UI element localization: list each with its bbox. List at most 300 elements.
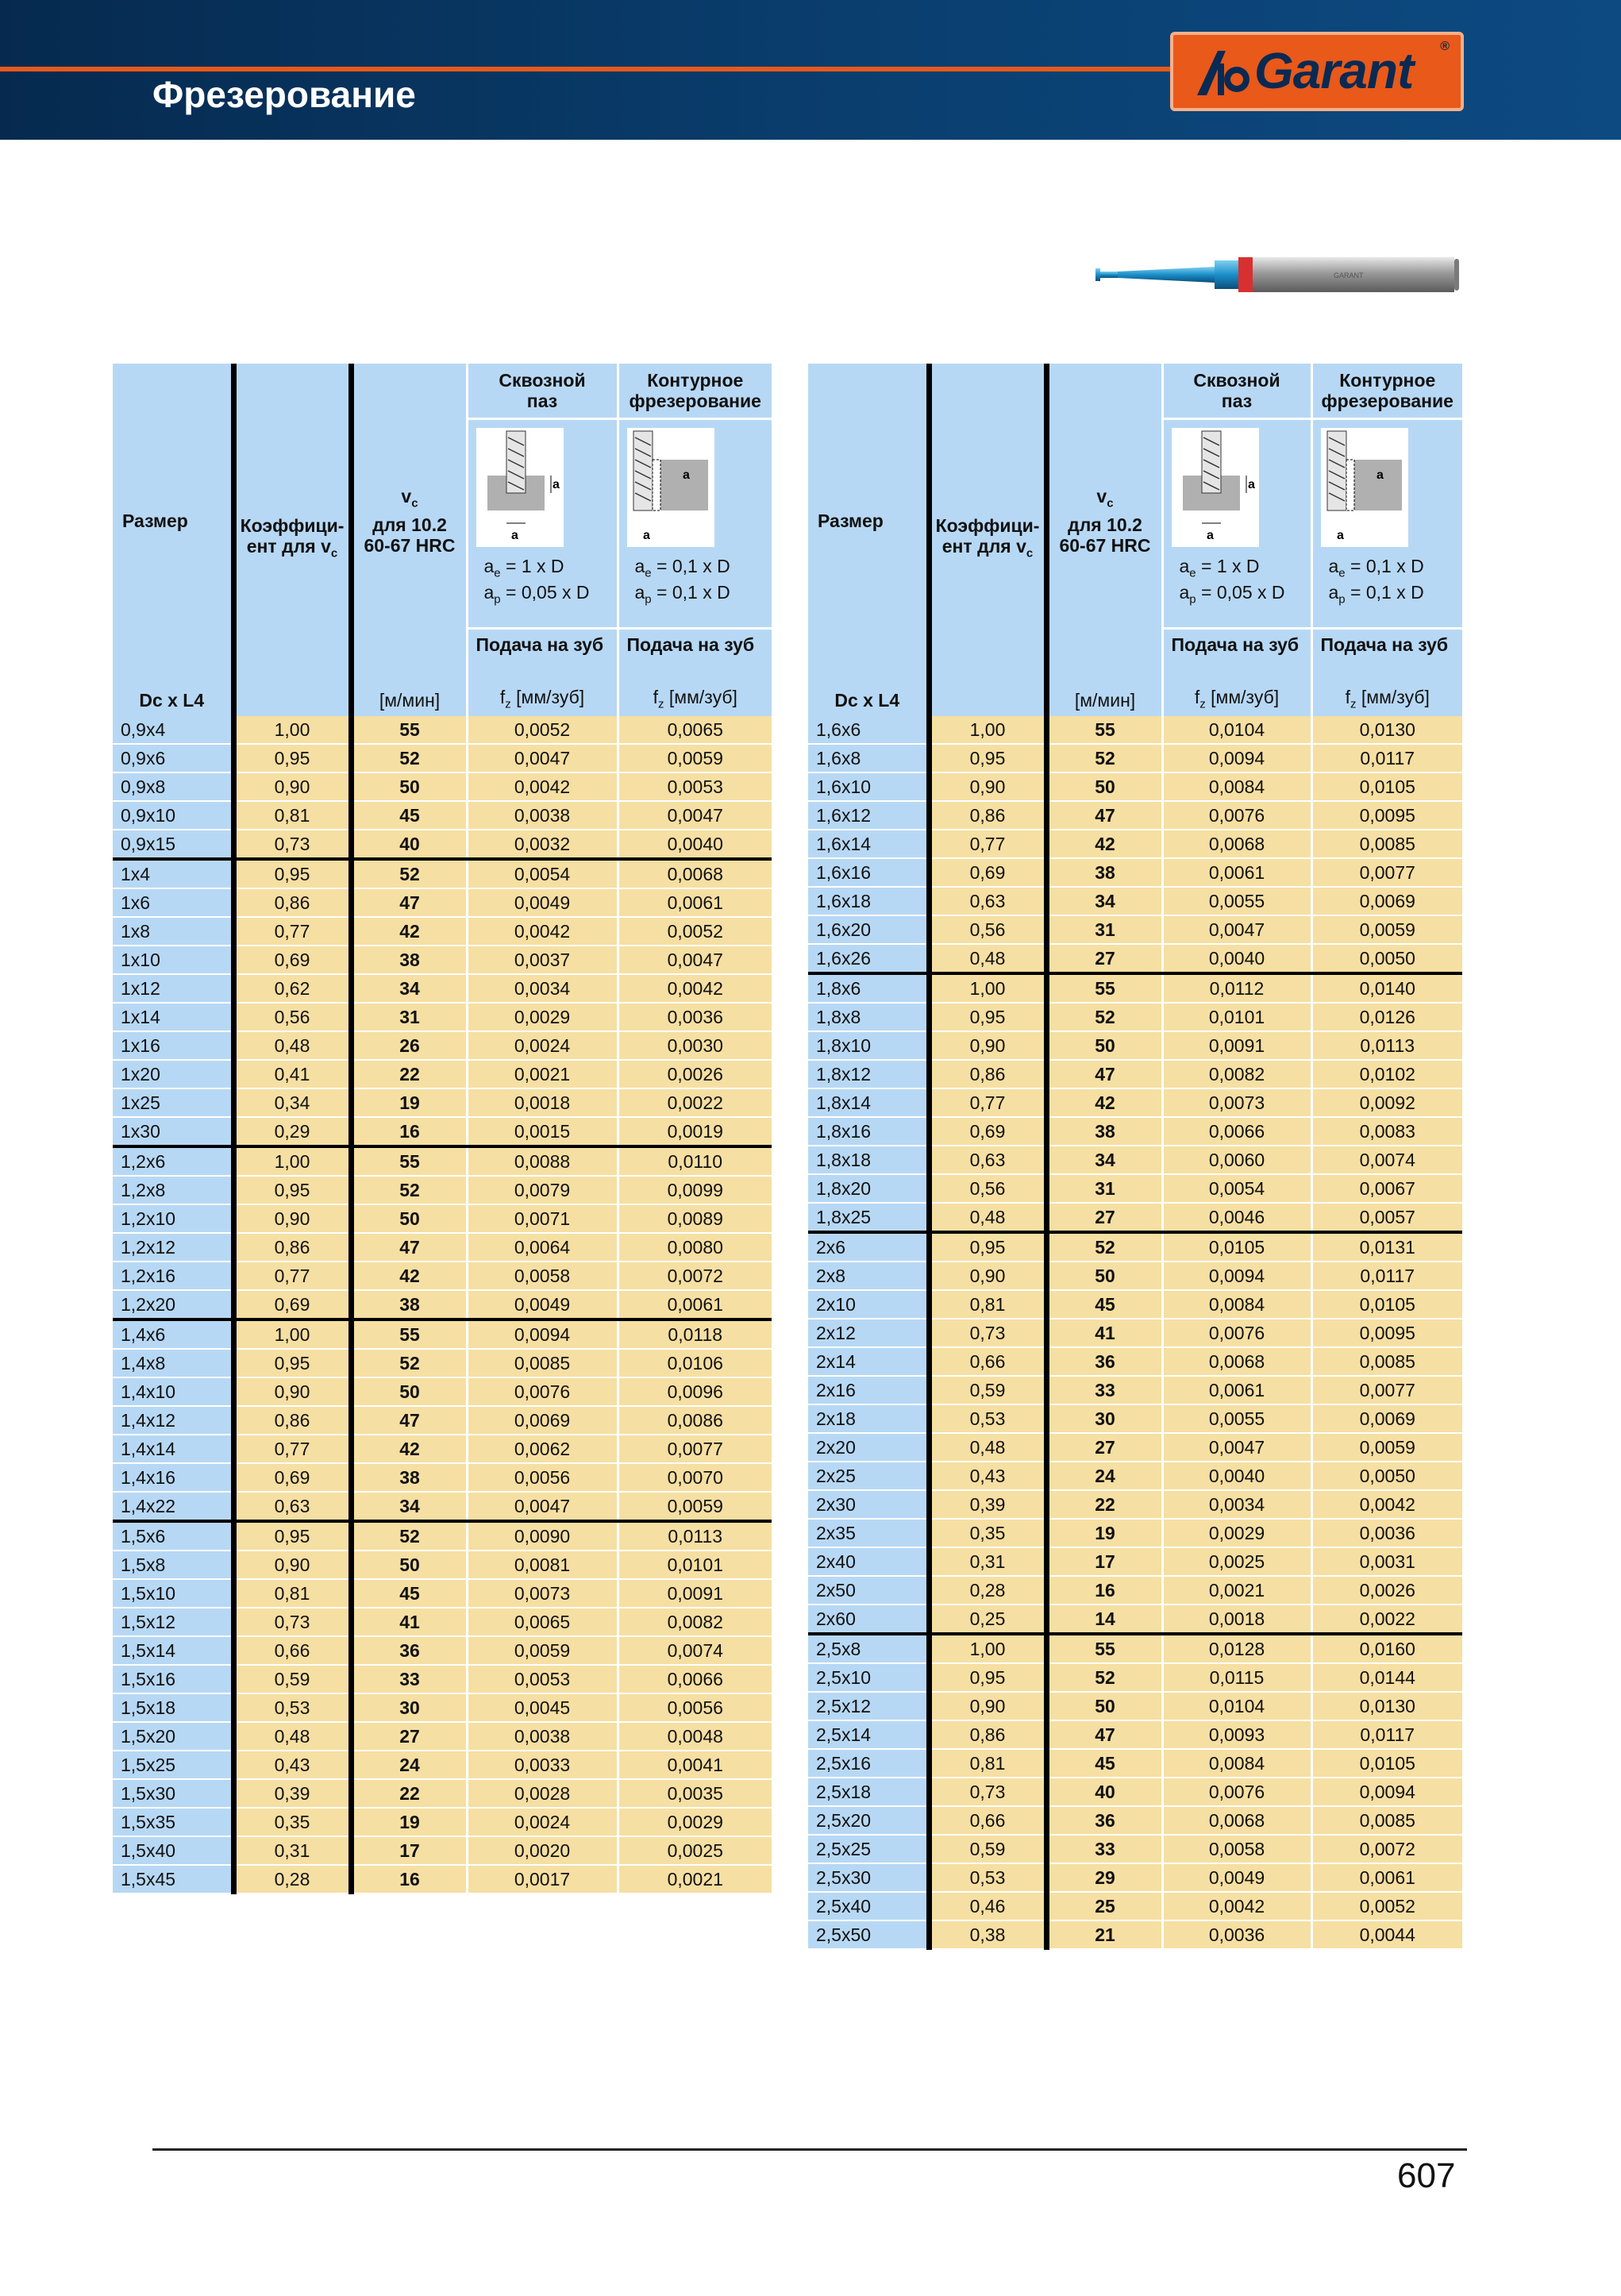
size-cell: 1,6x20 xyxy=(808,915,929,944)
size-cell: 2x16 xyxy=(808,1376,929,1404)
size-cell: 1,2x16 xyxy=(113,1262,233,1290)
slot-fz-cell: 0,0094 xyxy=(467,1319,618,1349)
vc-cell: 52 xyxy=(351,744,467,772)
slot-fz-cell: 0,0082 xyxy=(1162,1060,1311,1088)
logo-text: Garant xyxy=(1254,42,1414,99)
table-row xyxy=(113,1608,772,1636)
contour-fz-cell: 0,0130 xyxy=(1311,716,1462,744)
slot-fz-cell: 0,0090 xyxy=(467,1521,618,1551)
slot-fz-cell: 0,0058 xyxy=(467,1262,618,1290)
koef-cell: 0,69 xyxy=(233,946,351,974)
koef-cell: 1,00 xyxy=(233,1146,351,1176)
size-cell: 1,8x16 xyxy=(808,1117,929,1146)
table-row xyxy=(113,1665,772,1693)
slot-fz-cell: 0,0105 xyxy=(1162,1232,1311,1262)
contour-fz-cell: 0,0069 xyxy=(1311,1404,1462,1433)
contour-fz-cell: 0,0066 xyxy=(618,1665,772,1693)
contour-fz-cell: 0,0095 xyxy=(1311,1319,1462,1347)
vc-cell: 26 xyxy=(351,1031,467,1060)
koef-cell: 0,28 xyxy=(233,1865,351,1893)
table-row xyxy=(808,1806,1462,1835)
table-row xyxy=(808,1778,1462,1806)
table-row xyxy=(808,1634,1462,1663)
table-row xyxy=(113,1117,772,1146)
koef-cell: 0,41 xyxy=(233,1060,351,1088)
slot-title-line1: Сквозной xyxy=(499,369,586,391)
slot-fz-cell: 0,0059 xyxy=(467,1636,618,1665)
table-row xyxy=(808,1347,1462,1376)
table-row xyxy=(808,1088,1462,1117)
size-cell: 1,8x10 xyxy=(808,1031,929,1060)
table-row xyxy=(808,1663,1462,1692)
table-row xyxy=(113,859,772,888)
ap-label: a xyxy=(1179,582,1190,603)
contour-fz-cell: 0,0085 xyxy=(1311,830,1462,858)
fz-sub: z xyxy=(505,698,511,711)
table-row xyxy=(808,772,1462,801)
koef-cell: 0,81 xyxy=(929,1290,1046,1319)
vc-cell: 36 xyxy=(1046,1806,1162,1835)
vc-label-sub: c xyxy=(411,496,418,510)
slot-milling-diagram-icon xyxy=(1172,428,1259,547)
koef-cell: 0,35 xyxy=(233,1808,351,1836)
size-cell: 2x30 xyxy=(808,1490,929,1519)
koef-cell: 1,00 xyxy=(233,1319,351,1349)
slot-fz-cell: 0,0042 xyxy=(467,917,618,946)
vc-cell: 52 xyxy=(1046,1232,1162,1262)
size-cell: 0,9x8 xyxy=(113,772,233,801)
vc-cell: 22 xyxy=(351,1060,467,1088)
koef-cell: 0,39 xyxy=(929,1490,1046,1519)
table-row xyxy=(113,917,772,946)
contour-fz-cell: 0,0070 xyxy=(618,1463,772,1492)
table-row xyxy=(808,1605,1462,1634)
vc-cell: 19 xyxy=(351,1088,467,1117)
size-cell: 1,2x20 xyxy=(113,1290,233,1319)
contour-fz-cell: 0,0022 xyxy=(618,1088,772,1117)
slot-title-line2: паз xyxy=(1221,390,1253,411)
slot-fz-cell: 0,0036 xyxy=(1162,1920,1311,1949)
koef-label-line2: ент для v xyxy=(246,536,331,557)
contour-fz-cell: 0,0030 xyxy=(618,1031,772,1060)
ae-sub: e xyxy=(645,566,652,580)
table-row xyxy=(808,1920,1462,1949)
size-cell: 1x12 xyxy=(113,974,233,1003)
slot-feed-label: Подача на зуб xyxy=(467,628,618,678)
slot-fz-cell: 0,0091 xyxy=(1162,1031,1311,1060)
table-row xyxy=(113,1233,772,1262)
ap-sub: p xyxy=(1338,592,1346,607)
size-cell: 1,4x8 xyxy=(113,1349,233,1377)
contour-fz-cell: 0,0110 xyxy=(618,1146,772,1176)
fz-unit: [мм/зуб] xyxy=(1205,687,1280,708)
slot-fz-cell: 0,0112 xyxy=(1162,973,1311,1003)
contour-fz-cell: 0,0118 xyxy=(618,1319,772,1349)
koef-cell: 0,34 xyxy=(233,1088,351,1117)
size-cell: 2,5x8 xyxy=(808,1634,929,1663)
koef-cell: 0,77 xyxy=(233,1262,351,1290)
contour-fz-cell: 0,0040 xyxy=(618,830,772,859)
koef-cell: 0,95 xyxy=(929,1003,1046,1031)
size-cell: 1,4x16 xyxy=(113,1463,233,1492)
slot-fz-cell: 0,0055 xyxy=(1162,887,1311,915)
svg-text:a: a xyxy=(1206,528,1214,542)
slot-fz-cell: 0,0055 xyxy=(1162,1404,1311,1433)
koef-label-line1: Коэффици- xyxy=(240,515,345,537)
contour-fz-cell: 0,0041 xyxy=(618,1751,772,1779)
vc-cell: 38 xyxy=(351,946,467,974)
size-cell: 1,8x14 xyxy=(808,1088,929,1117)
table-row xyxy=(113,1636,772,1665)
koef-cell: 0,59 xyxy=(929,1376,1046,1404)
koef-cell: 0,48 xyxy=(233,1722,351,1751)
table-row xyxy=(808,716,1462,744)
slot-fz-cell: 0,0047 xyxy=(467,744,618,772)
size-cell: 1x8 xyxy=(113,917,233,946)
table-row xyxy=(808,1232,1462,1262)
ae-label: a xyxy=(1179,555,1190,576)
slot-fz-cell: 0,0128 xyxy=(1162,1634,1311,1663)
contour-fz-cell: 0,0036 xyxy=(1311,1519,1462,1547)
slot-fz-cell: 0,0038 xyxy=(467,1722,618,1751)
vc-cell: 50 xyxy=(1046,1692,1162,1720)
table-row xyxy=(808,1376,1462,1404)
slot-fz-cell: 0,0032 xyxy=(467,830,618,859)
contour-fz-cell: 0,0061 xyxy=(618,888,772,917)
ap-label: a xyxy=(483,582,495,603)
koef-cell: 0,86 xyxy=(929,1720,1046,1749)
ae-label: a xyxy=(483,555,495,576)
size-cell: 1,6x12 xyxy=(808,801,929,830)
koef-cell: 0,29 xyxy=(233,1117,351,1146)
slot-fz-cell: 0,0064 xyxy=(467,1233,618,1262)
contour-fz-cell: 0,0056 xyxy=(618,1693,772,1722)
garant-logo-icon xyxy=(1194,48,1251,98)
slot-fz-cell: 0,0034 xyxy=(467,974,618,1003)
vc-label-line3: 60-67 HRC xyxy=(364,534,456,556)
size-cell: 0,9x10 xyxy=(113,801,233,830)
contour-fz-cell: 0,0050 xyxy=(1311,1462,1462,1490)
contour-fz-cell: 0,0025 xyxy=(618,1836,772,1865)
contour-fz-cell: 0,0140 xyxy=(1311,973,1462,1003)
table-row xyxy=(113,830,772,859)
vc-cell: 52 xyxy=(1046,1663,1162,1692)
contour-fz-cell: 0,0077 xyxy=(1311,858,1462,887)
table-row xyxy=(113,1551,772,1579)
slot-fz-cell: 0,0017 xyxy=(467,1865,618,1893)
fz-sub: z xyxy=(1199,698,1206,711)
size-cell: 1,5x45 xyxy=(113,1865,233,1893)
slot-ap-value: = 0,05 x D xyxy=(500,582,590,603)
size-cell: 1,5x12 xyxy=(113,1608,233,1636)
slot-fz-cell: 0,0018 xyxy=(1162,1605,1311,1634)
contour-header xyxy=(618,364,772,418)
slot-ae-value: = 1 x D xyxy=(500,555,564,576)
contour-fz-cell: 0,0069 xyxy=(1311,887,1462,915)
size-cell: 1,8x25 xyxy=(808,1203,929,1232)
slot-fz-cell: 0,0037 xyxy=(467,946,618,974)
slot-fz-cell: 0,0066 xyxy=(1162,1117,1311,1146)
table-row xyxy=(113,1290,772,1319)
slot-fz-cell: 0,0104 xyxy=(1162,716,1311,744)
ae-sub: e xyxy=(1338,566,1346,580)
koef-cell: 0,95 xyxy=(233,1176,351,1204)
size-cell: 2x40 xyxy=(808,1547,929,1576)
slot-ae-value: = 1 x D xyxy=(1196,555,1260,576)
size-cell: 2,5x18 xyxy=(808,1778,929,1806)
size-header xyxy=(113,364,233,678)
table-row xyxy=(808,1863,1462,1892)
vc-cell: 30 xyxy=(351,1693,467,1722)
koef-cell: 0,31 xyxy=(233,1836,351,1865)
slot-fz-cell: 0,0034 xyxy=(1162,1490,1311,1519)
contour-fz-unit xyxy=(618,678,772,716)
koef-cell: 0,43 xyxy=(929,1462,1046,1490)
size-cell: 1,5x25 xyxy=(113,1751,233,1779)
contour-fz-cell: 0,0068 xyxy=(618,859,772,888)
vc-cell: 42 xyxy=(351,1262,467,1290)
garant-logo xyxy=(1170,32,1464,111)
contour-fz-cell: 0,0036 xyxy=(618,1003,772,1031)
slot-fz-unit xyxy=(467,678,618,716)
vc-cell: 41 xyxy=(1046,1319,1162,1347)
contour-fz-cell: 0,0101 xyxy=(618,1551,772,1579)
table-row xyxy=(113,888,772,917)
koef-cell: 0,73 xyxy=(233,1608,351,1636)
contour-ap-value: = 0,1 x D xyxy=(651,582,730,603)
slot-fz-cell: 0,0047 xyxy=(1162,915,1311,944)
koef-header xyxy=(929,364,1046,716)
table-row xyxy=(113,946,772,974)
contour-fz-cell: 0,0042 xyxy=(618,974,772,1003)
contour-fz-cell: 0,0022 xyxy=(1311,1605,1462,1634)
contour-fz-unit xyxy=(1311,678,1462,716)
size-cell: 2,5x50 xyxy=(808,1920,929,1949)
vc-cell: 47 xyxy=(351,888,467,917)
slot-fz-cell: 0,0088 xyxy=(467,1146,618,1176)
contour-fz-cell: 0,0085 xyxy=(1311,1347,1462,1376)
slot-fz-cell: 0,0084 xyxy=(1162,1290,1311,1319)
koef-cell: 0,53 xyxy=(233,1693,351,1722)
slot-fz-cell: 0,0040 xyxy=(1162,944,1311,973)
contour-fz-cell: 0,0099 xyxy=(618,1176,772,1204)
slot-fz-cell: 0,0058 xyxy=(1162,1835,1311,1863)
koef-cell: 1,00 xyxy=(929,973,1046,1003)
contour-fz-cell: 0,0095 xyxy=(1311,801,1462,830)
size-cell: 1,6x18 xyxy=(808,887,929,915)
contour-fz-cell: 0,0057 xyxy=(1311,1203,1462,1232)
ae-sub: e xyxy=(494,566,501,580)
contour-fz-cell: 0,0050 xyxy=(1311,944,1462,973)
contour-fz-cell: 0,0080 xyxy=(618,1233,772,1262)
vc-cell: 27 xyxy=(1046,1203,1162,1232)
vc-cell: 14 xyxy=(1046,1605,1162,1634)
koef-cell: 0,81 xyxy=(929,1749,1046,1778)
ap-label: a xyxy=(1328,582,1339,603)
vc-cell: 31 xyxy=(1046,1174,1162,1203)
koef-cell: 0,95 xyxy=(233,744,351,772)
contour-fz-cell: 0,0092 xyxy=(1311,1088,1462,1117)
table-row xyxy=(113,1693,772,1722)
vc-cell: 33 xyxy=(1046,1835,1162,1863)
slot-fz-cell: 0,0054 xyxy=(467,859,618,888)
vc-cell: 42 xyxy=(1046,1088,1162,1117)
contour-ae-value: = 0,1 x D xyxy=(651,555,730,576)
slot-feed-label: Подача на зуб xyxy=(1162,628,1311,678)
vc-cell: 19 xyxy=(1046,1519,1162,1547)
vc-cell: 34 xyxy=(1046,1146,1162,1174)
koef-cell: 0,46 xyxy=(929,1892,1046,1920)
contour-fz-cell: 0,0052 xyxy=(618,917,772,946)
page-header xyxy=(0,0,1621,140)
size-label: Размер xyxy=(122,510,188,531)
contour-fz-cell: 0,0130 xyxy=(1311,1692,1462,1720)
slot-fz-cell: 0,0020 xyxy=(467,1836,618,1865)
table-row xyxy=(808,1117,1462,1146)
koef-header xyxy=(233,364,351,716)
size-cell: 1,4x10 xyxy=(113,1377,233,1406)
koef-cell: 1,00 xyxy=(929,1634,1046,1663)
size-sub-label: Dc x L4 xyxy=(808,678,929,716)
contour-ap-value: = 0,1 x D xyxy=(1345,582,1424,603)
koef-label-line1: Коэффици- xyxy=(935,515,1040,537)
fz-unit: [мм/зуб] xyxy=(664,687,737,708)
table-row xyxy=(113,1262,772,1290)
slot-fz-cell: 0,0021 xyxy=(467,1060,618,1088)
contour-milling-diagram-icon xyxy=(627,428,714,547)
table-row xyxy=(113,1808,772,1836)
size-cell: 1,6x14 xyxy=(808,830,929,858)
size-cell: 1x10 xyxy=(113,946,233,974)
table-row xyxy=(113,801,772,830)
contour-fz-cell: 0,0059 xyxy=(1311,1433,1462,1462)
contour-title-line1: Контурное xyxy=(647,369,744,391)
koef-cell: 0,95 xyxy=(233,1521,351,1551)
contour-fz-cell: 0,0061 xyxy=(1311,1863,1462,1892)
vc-label: v xyxy=(401,486,412,507)
vc-cell: 52 xyxy=(1046,1003,1162,1031)
size-cell: 2x12 xyxy=(808,1319,929,1347)
table-row xyxy=(808,915,1462,944)
contour-fz-cell: 0,0047 xyxy=(618,801,772,830)
contour-milling-diagram-icon xyxy=(1321,428,1408,547)
table-row xyxy=(808,830,1462,858)
size-cell: 1,2x10 xyxy=(113,1204,233,1233)
size-cell: 1,5x18 xyxy=(113,1693,233,1722)
contour-fz-cell: 0,0085 xyxy=(1311,1806,1462,1835)
size-cell: 1,6x8 xyxy=(808,744,929,772)
size-cell: 1,8x8 xyxy=(808,1003,929,1031)
ae-label: a xyxy=(634,555,645,576)
table-row xyxy=(113,1377,772,1406)
vc-cell: 50 xyxy=(1046,772,1162,801)
ae-label: a xyxy=(1328,555,1339,576)
size-cell: 0,9x6 xyxy=(113,744,233,772)
koef-cell: 0,53 xyxy=(929,1863,1046,1892)
table-row xyxy=(808,1892,1462,1920)
table-row xyxy=(808,744,1462,772)
slot-fz-cell: 0,0084 xyxy=(1162,772,1311,801)
size-cell: 1,5x14 xyxy=(113,1636,233,1665)
contour-fz-cell: 0,0072 xyxy=(1311,1835,1462,1863)
vc-label-line2: для 10.2 xyxy=(1068,514,1142,535)
slot-fz-cell: 0,0073 xyxy=(467,1579,618,1608)
slot-fz-cell: 0,0049 xyxy=(467,888,618,917)
vc-cell: 22 xyxy=(351,1779,467,1808)
table-row xyxy=(808,1835,1462,1863)
vc-header xyxy=(351,364,467,678)
koef-cell: 0,73 xyxy=(233,830,351,859)
slot-fz-cell: 0,0061 xyxy=(1162,1376,1311,1404)
size-cell: 1,2x12 xyxy=(113,1233,233,1262)
koef-label-sub: c xyxy=(330,546,338,561)
slot-milling-diagram-icon xyxy=(476,428,564,547)
vc-cell: 24 xyxy=(351,1751,467,1779)
slot-fz-cell: 0,0104 xyxy=(1162,1692,1311,1720)
koef-cell: 0,77 xyxy=(233,1435,351,1463)
vc-cell: 45 xyxy=(351,801,467,830)
koef-cell: 0,53 xyxy=(929,1404,1046,1433)
vc-cell: 45 xyxy=(351,1579,467,1608)
contour-fz-cell: 0,0106 xyxy=(618,1349,772,1377)
slot-fz-cell: 0,0101 xyxy=(1162,1003,1311,1031)
table-row xyxy=(808,1262,1462,1290)
vc-cell: 27 xyxy=(1046,944,1162,973)
size-cell: 2,5x10 xyxy=(808,1663,929,1692)
table-row xyxy=(808,1290,1462,1319)
table-row xyxy=(113,1779,772,1808)
slot-fz-cell: 0,0047 xyxy=(467,1492,618,1521)
contour-fz-cell: 0,0117 xyxy=(1311,744,1462,772)
koef-cell: 0,69 xyxy=(233,1290,351,1319)
table-row xyxy=(808,1060,1462,1088)
slot-fz-cell: 0,0042 xyxy=(1162,1892,1311,1920)
slot-fz-cell: 0,0115 xyxy=(1162,1663,1311,1692)
table-row xyxy=(808,1319,1462,1347)
size-cell: 1,8x12 xyxy=(808,1060,929,1088)
size-cell: 1,6x26 xyxy=(808,944,929,973)
slot-fz-cell: 0,0076 xyxy=(1162,1778,1311,1806)
vc-cell: 40 xyxy=(351,830,467,859)
table-row xyxy=(113,1003,772,1031)
koef-cell: 0,48 xyxy=(929,1203,1046,1232)
contour-fz-cell: 0,0042 xyxy=(1311,1490,1462,1519)
contour-fz-cell: 0,0102 xyxy=(1311,1060,1462,1088)
koef-cell: 0,43 xyxy=(233,1751,351,1779)
contour-fz-cell: 0,0083 xyxy=(1311,1117,1462,1146)
koef-cell: 0,77 xyxy=(929,1088,1046,1117)
size-cell: 1,5x35 xyxy=(113,1808,233,1836)
cutting-data-table-left xyxy=(113,364,772,1894)
contour-title-line2: фрезерование xyxy=(629,390,761,411)
slot-fz-cell: 0,0073 xyxy=(1162,1088,1311,1117)
logo-registered-mark: ® xyxy=(1440,40,1450,53)
vc-cell: 55 xyxy=(351,1146,467,1176)
table-row xyxy=(113,1865,772,1893)
koef-cell: 0,48 xyxy=(929,944,1046,973)
koef-cell: 0,73 xyxy=(929,1778,1046,1806)
vc-cell: 42 xyxy=(351,1435,467,1463)
vc-cell: 52 xyxy=(1046,744,1162,772)
vc-cell: 50 xyxy=(1046,1262,1162,1290)
contour-fz-cell: 0,0031 xyxy=(1311,1547,1462,1576)
contour-fz-cell: 0,0131 xyxy=(1311,1232,1462,1262)
vc-unit-label: [м/мин] xyxy=(351,678,467,716)
slot-title-line1: Сквозной xyxy=(1193,369,1280,391)
size-cell: 1,5x20 xyxy=(113,1722,233,1751)
table-row xyxy=(808,1203,1462,1232)
koef-cell: 0,69 xyxy=(929,1117,1046,1146)
